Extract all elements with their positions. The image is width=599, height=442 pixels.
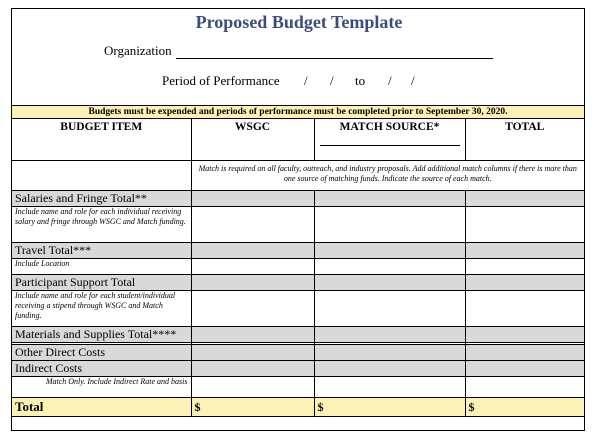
row-label-indirect: Indirect Costs (12, 361, 191, 377)
cell-wsgc[interactable] (191, 191, 314, 207)
table-row (12, 377, 584, 398)
organization-label: Organization (104, 43, 172, 58)
col-wsgc: WSGC (191, 119, 314, 161)
total-label: Total (12, 398, 191, 417)
total-row (12, 398, 584, 417)
row-label-participant: Participant Support Total (12, 275, 191, 291)
period-start-sep-1: / (304, 73, 308, 88)
cell-wsgc[interactable] (191, 275, 314, 291)
row-note-participant: Include name and role for each student/individual receiving a stipend through WSGC and Match funding. (12, 291, 191, 327)
table-row (12, 291, 584, 327)
cell-match[interactable] (314, 259, 465, 275)
col-budget-item: BUDGET ITEM (12, 119, 191, 161)
table-row (12, 243, 584, 259)
row-label-travel: Travel Total*** (12, 243, 191, 259)
cell-match[interactable] (314, 191, 465, 207)
match-note-row (12, 161, 584, 191)
cell-match[interactable] (314, 207, 465, 243)
cell-match[interactable] (314, 291, 465, 327)
period-start-sep-2: / (330, 73, 334, 88)
cell-total[interactable] (465, 345, 584, 361)
cell-total[interactable] (465, 361, 584, 377)
budget-table (12, 118, 584, 417)
total-total[interactable]: $ (465, 398, 584, 417)
cell-total[interactable] (465, 259, 584, 275)
cell-total[interactable] (465, 275, 584, 291)
cell-wsgc[interactable] (191, 327, 314, 343)
cell-match[interactable] (314, 377, 465, 398)
cell-wsgc[interactable] (191, 345, 314, 361)
cell-wsgc[interactable] (191, 243, 314, 259)
page-title: Proposed Budget Template (195, 12, 403, 32)
cell-total[interactable] (465, 377, 584, 398)
total-match[interactable]: $ (314, 398, 465, 417)
header-row (12, 119, 584, 161)
match-source-label: MATCH SOURCE* (339, 121, 440, 133)
row-label-materials: Materials and Supplies Total**** (12, 327, 191, 343)
table-row (12, 191, 584, 207)
match-source-input[interactable] (320, 145, 460, 146)
cell-match[interactable] (314, 361, 465, 377)
budget-template-form (11, 8, 585, 431)
period-end-sep-1: / (388, 73, 392, 88)
table-row (12, 345, 584, 361)
table-row (12, 207, 584, 243)
cell-total[interactable] (465, 243, 584, 259)
cell-total[interactable] (465, 291, 584, 327)
cell-wsgc[interactable] (191, 259, 314, 275)
table-row (12, 327, 584, 343)
match-note: Match is required on all faculty, outreach, and industry proposals. Add additional match columns if there is more than one source of matching funds. Indicate the source of each match. (191, 161, 584, 191)
cell-match[interactable] (314, 275, 465, 291)
row-label-salaries: Salaries and Fringe Total** (12, 191, 191, 207)
table-row (12, 275, 584, 291)
cell-total[interactable] (465, 207, 584, 243)
cell-match[interactable] (314, 345, 465, 361)
cell-wsgc[interactable] (191, 207, 314, 243)
col-total: TOTAL (465, 119, 584, 161)
cell-match[interactable] (314, 327, 465, 343)
total-wsgc[interactable]: $ (191, 398, 314, 417)
period-end-sep-2: / (411, 73, 415, 88)
row-note-indirect: Match Only. Include Indirect Rate and basis (12, 377, 191, 398)
table-row (12, 361, 584, 377)
cell-total[interactable] (465, 327, 584, 343)
row-note-salaries: Include name and role for each individual receiving salary and fringe through WSGC and Match funding. (12, 207, 191, 243)
cell-wsgc[interactable] (191, 291, 314, 327)
cell-total[interactable] (465, 191, 584, 207)
row-label-other-direct: Other Direct Costs (12, 345, 191, 361)
period-label: Period of Performance (162, 73, 280, 88)
table-row (12, 259, 584, 275)
deadline-banner: Budgets must be expended and periods of performance must be completed prior to September 30, 2020. (12, 105, 584, 119)
cell-match[interactable] (314, 243, 465, 259)
cell-wsgc[interactable] (191, 361, 314, 377)
organization-field[interactable] (176, 58, 493, 59)
row-note-travel: Include Location (12, 259, 191, 275)
period-to-label: to (355, 73, 366, 88)
cell-wsgc[interactable] (191, 377, 314, 398)
col-match-source (314, 119, 465, 161)
